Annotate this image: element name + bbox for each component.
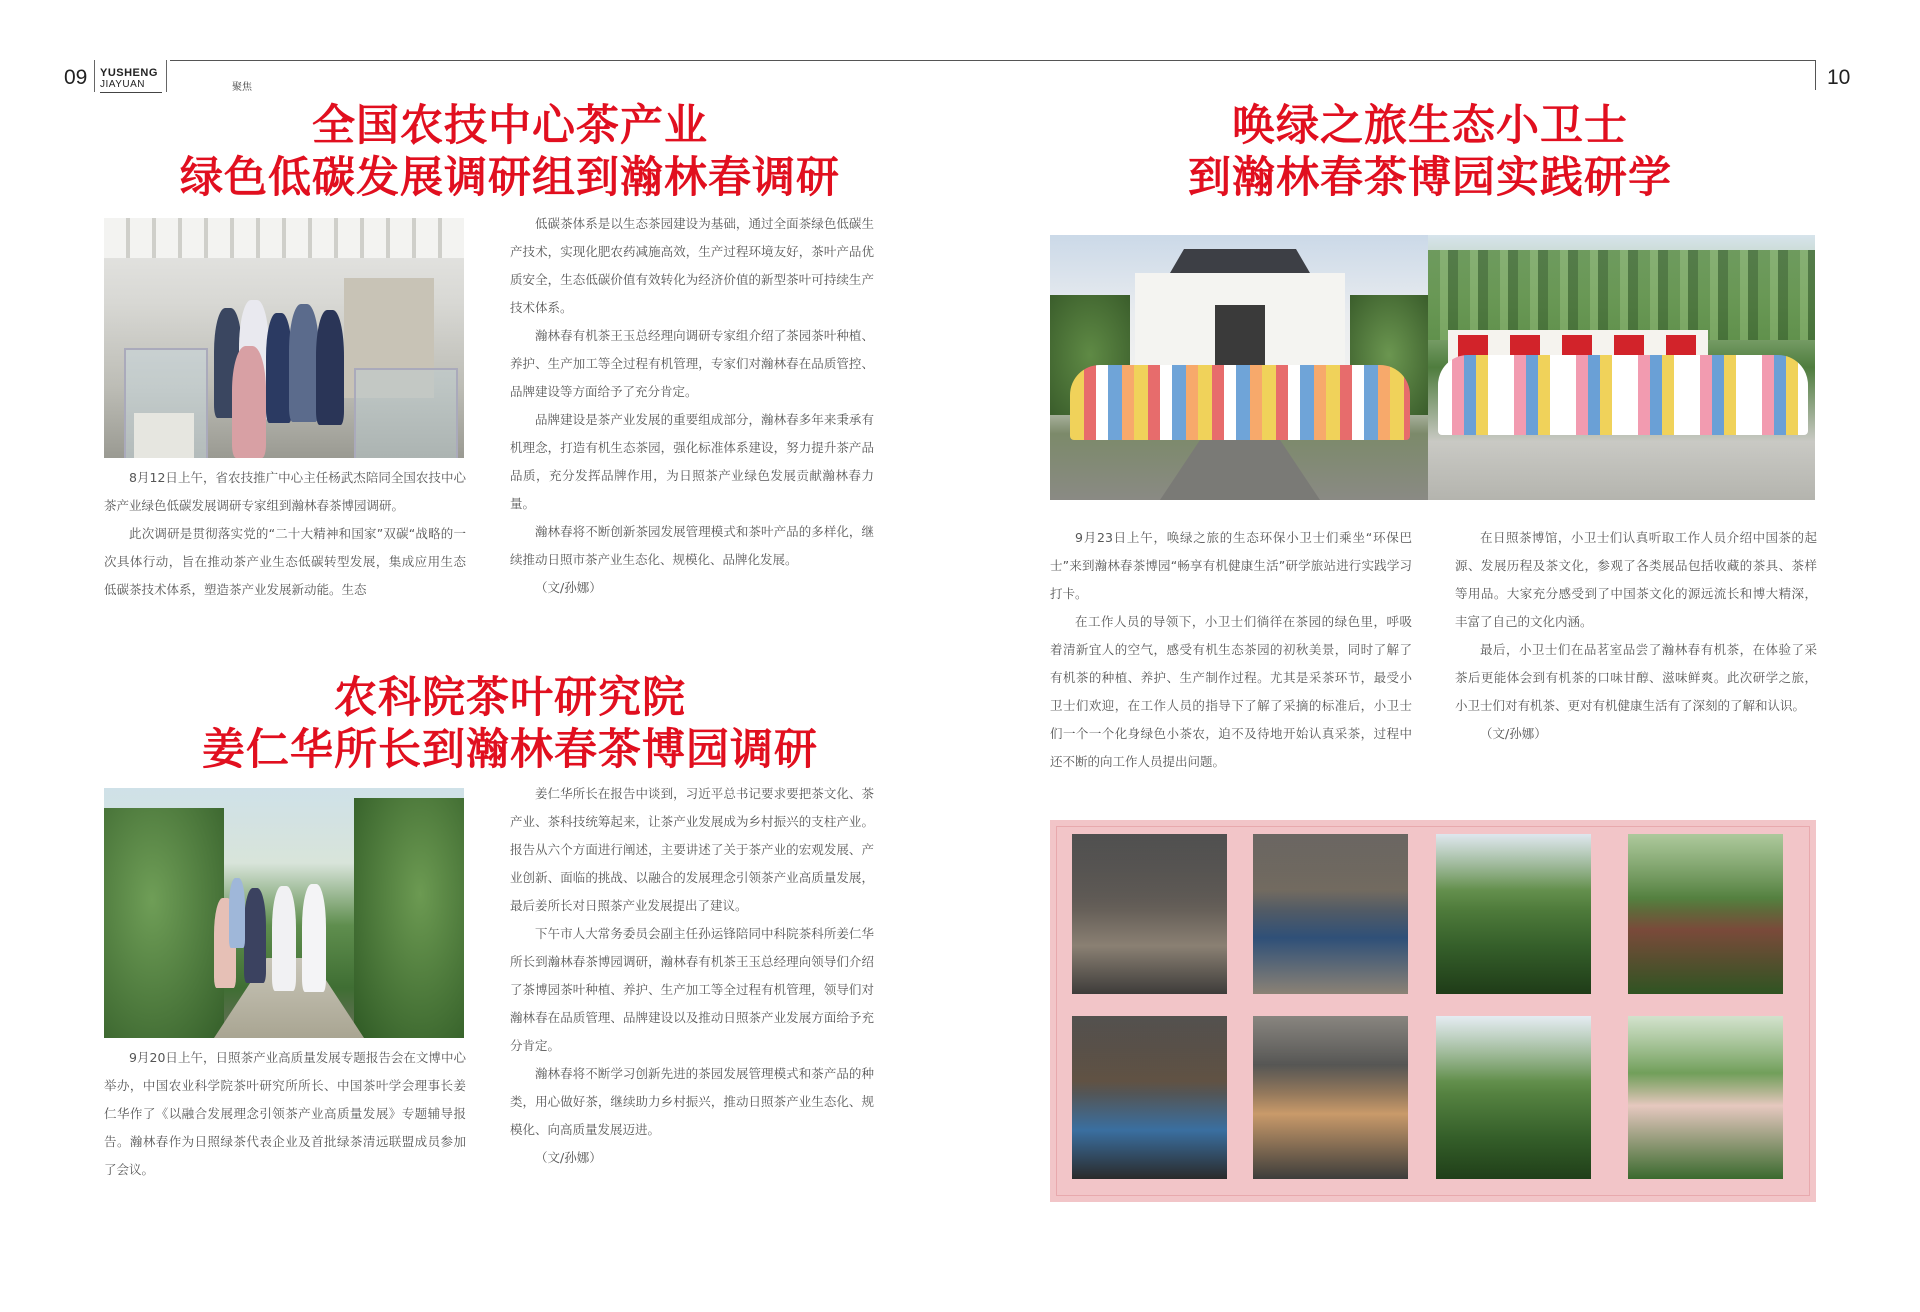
- article2-col2-paragraph: 瀚林春将不断学习创新先进的茶园发展管理模式和茶产品的种类，用心做好茶，继续助力乡村振兴，推动日照茶产业生态化、规模化、向高质量发展迈进。: [510, 1066, 874, 1137]
- article3-title: [1050, 100, 1810, 204]
- header-divider-brand: [166, 60, 167, 92]
- article1-photo-exhibition-hall: [104, 218, 464, 458]
- article3-col1-paragraph: 在工作人员的导领下，小卫士们徜徉在茶园的绿色里，呼吸着清新宜人的空气，感受有机生态茶园的初秋美景，同时了解了有机茶的种植、养护、生产制作过程。尤其是采茶环节，最受小卫士们欢迎，在工作人员的指导下了解了采摘的标准后，小卫士们一个一个化身绿色小茶农，迫不及待地开始认真采茶，过程中还不断的向工作人员提出问题。: [1050, 614, 1412, 769]
- article1-title-line1: 全国农技中心茶产业: [312, 101, 708, 151]
- photo-collage: [1050, 820, 1816, 1202]
- collage-photo-tea-picking-2: [1628, 834, 1783, 994]
- header-rule-right-tick: [1815, 60, 1816, 90]
- collage-photo-tea-picking-1: [1436, 834, 1591, 994]
- brand-line1: YUSHENG: [100, 67, 158, 79]
- left-page-number: 09: [64, 66, 88, 89]
- collage-photo-museum-3: [1072, 1016, 1227, 1179]
- article2-author: （文/孙娜）: [535, 1150, 602, 1165]
- article3-photo-group-at-sign: [1428, 235, 1815, 500]
- collage-photo-museum-2: [1253, 834, 1408, 994]
- article2-title-line1: 农科院茶叶研究院: [334, 673, 686, 723]
- article1-col2-paragraph: 低碳茶体系是以生态茶园建设为基础，通过全面茶绿色低碳生产技术，实现化肥农药减施高效，生产过程环境友好，茶叶产品优质安全，生态低碳价值有效转化为经济价值的新型茶叶可持续生产技术体系。: [510, 216, 874, 315]
- article1-title-line2: 绿色低碳发展调研组到瀚林春调研: [180, 153, 840, 203]
- article1-col2-paragraph: 品牌建设是茶产业发展的重要组成部分，瀚林春多年来秉承有机理念，打造有机生态茶园，强化标准体系建设，努力提升茶产品品质，充分发挥品牌作用，为日照茶产业绿色发展贡献瀚林春力量。: [510, 412, 874, 511]
- section-label: 聚焦: [232, 82, 252, 93]
- article2-title: [95, 672, 925, 776]
- brand-line2: JIAYUAN: [100, 79, 145, 90]
- article3-col2-paragraph: 最后，小卫士们在品茗室品尝了瀚林春有机茶，在体验了采茶后更能体会到有机茶的口味甘醇、滋味鲜爽。此次研学之旅，小卫士们对有机茶、更对有机健康生活有了深刻的了解和认识。: [1455, 642, 1817, 713]
- right-page-number: 10: [1827, 66, 1851, 89]
- collage-photo-museum-1: [1072, 834, 1227, 994]
- article1-title: [95, 100, 925, 204]
- article2-col1-paragraph: 9月20日上午，日照茶产业高质量发展专题报告会在文博中心举办，中国农业科学院茶叶研究所所长、中国茶叶学会理事长姜仁华作了《以融合发展理念引领茶产业高质量发展》专题辅导报告。瀚林春作为日照绿茶代表企业及首批绿茶清远联盟成员参加了会议。: [104, 1050, 466, 1177]
- article1-col2-paragraph: 瀚林春有机茶王玉总经理向调研专家组介绍了茶园茶叶种植、养护、生产加工等全过程有机管理，专家们对瀚林春在品质管控、品牌建设等方面给予了充分肯定。: [510, 328, 874, 399]
- article3-column2: [1455, 524, 1817, 748]
- article3-title-line2: 到瀚林春茶博园实践研学: [1188, 153, 1672, 203]
- article1-column1: [104, 464, 466, 604]
- article1-col2-paragraph: 瀚林春将不断创新茶园发展管理模式和茶叶产品的多样化，继续推动日照市茶产业生态化、规模化、品牌化发展。: [510, 524, 874, 567]
- header-divider-left: [94, 60, 95, 92]
- collage-photo-tea-picking-4: [1628, 1016, 1783, 1179]
- article1-column2: [510, 210, 874, 602]
- collage-photo-museum-4: [1253, 1016, 1408, 1179]
- brand-underline: [100, 92, 162, 93]
- article3-photo-group-at-building: [1050, 235, 1428, 500]
- article1-col1-paragraph: 此次调研是贯彻落实党的“二十大精神和国家”双碳“战略的一次具体行动，旨在推动茶产业生态低碳转型发展，集成应用生态低碳茶技术体系，塑造茶产业发展新动能。生态: [104, 526, 466, 597]
- article3-author: （文/孙娜）: [1480, 726, 1547, 741]
- article1-author: （文/孙娜）: [535, 580, 602, 595]
- article2-column1: [104, 1044, 466, 1184]
- brand-logo-text: [100, 67, 158, 91]
- article2-col2-paragraph: 姜仁华所长在报告中谈到，习近平总书记要求要把茶文化、茶产业、茶科技统筹起来，让茶产业发展成为乡村振兴的支柱产业。报告从六个方面进行阐述，主要讲述了关于茶产业的宏观发展、产业创新、面临的挑战、以融合的发展理念引领茶产业高质量发展，最后姜所长对日照茶产业发展提出了建议。: [510, 786, 874, 913]
- header-rule: [170, 60, 1816, 61]
- article3-title-line1: 唤绿之旅生态小卫士: [1232, 101, 1628, 151]
- article2-col2-paragraph: 下午市人大常务委员会副主任孙运锋陪同中科院茶科所姜仁华所长到瀚林春茶博园调研，瀚林春有机茶王玉总经理向领导们介绍了茶博园茶叶种植、养护、生产加工等全过程有机管理，领导们对瀚林春在品质管理、品牌建设以及推动日照茶产业发展方面给予充分肯定。: [510, 926, 874, 1053]
- article3-col2-paragraph: 在日照茶博馆，小卫士们认真听取工作人员介绍中国茶的起源、发展历程及茶文化，参观了各类展品包括收藏的茶具、茶样等用品。大家充分感受到了中国茶文化的源远流长和博大精深，丰富了自己的文化内涵。: [1455, 530, 1817, 629]
- page-header: [0, 0, 1920, 100]
- article2-photo-garden-path: [104, 788, 464, 1038]
- article2-title-line2: 姜仁华所长到瀚林春茶博园调研: [202, 725, 818, 775]
- collage-photo-tea-picking-3: [1436, 1016, 1591, 1179]
- article1-col1-paragraph: 8月12日上午，省农技推广中心主任杨武杰陪同全国农技中心茶产业绿色低碳发展调研专家组到瀚林春茶博园调研。: [104, 470, 466, 513]
- article3-column1: [1050, 524, 1412, 776]
- article3-col1-paragraph: 9月23日上午，唤绿之旅的生态环保小卫士们乘坐“环保巴士”来到瀚林春茶博园“畅享有机健康生活”研学旅站进行实践学习打卡。: [1050, 530, 1412, 601]
- article2-column2: [510, 780, 874, 1172]
